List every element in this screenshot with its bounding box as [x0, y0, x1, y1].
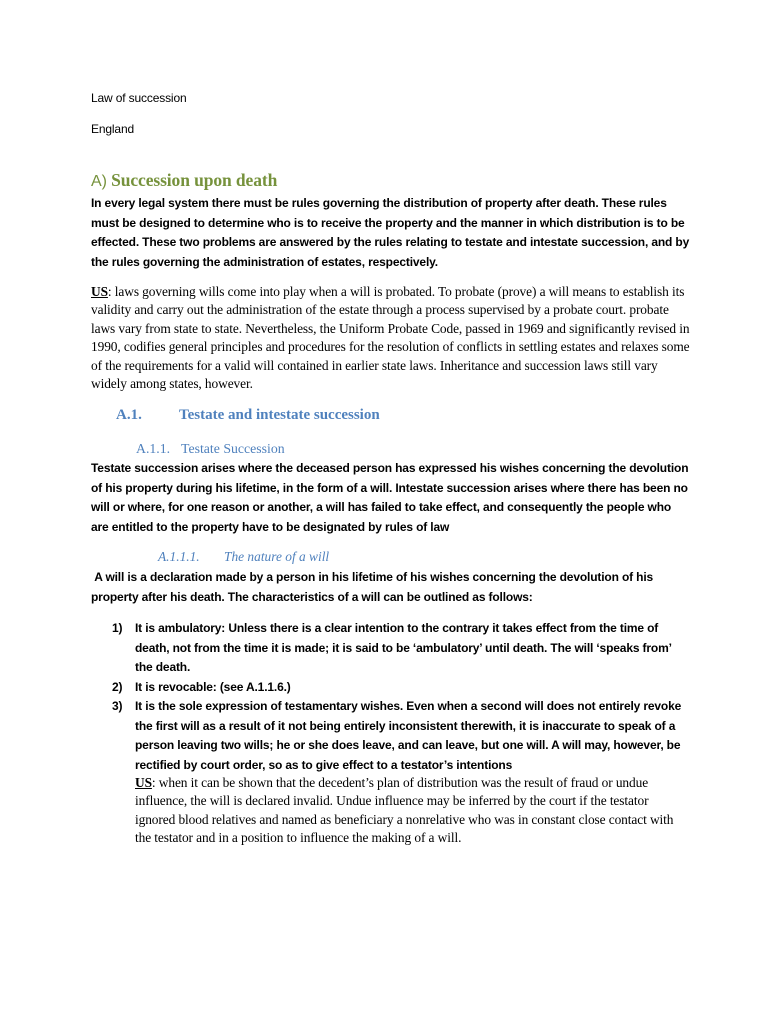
document-title: Law of succession	[91, 91, 187, 105]
heading-section-a111-title: The nature of a will	[224, 549, 330, 564]
heading-section-a-title: Succession upon death	[111, 170, 278, 190]
list-item-marker: 2)	[112, 679, 123, 694]
list-item	[91, 619, 691, 678]
characteristics-list	[91, 619, 691, 775]
heading-section-a	[91, 170, 277, 191]
heading-section-a11-title: Testate Succession	[181, 441, 285, 456]
list-item-text: It is ambulatory: Unless there is a clear intention to the contrary it takes effect from the time of death, not from the time it is made; it is said to be ‘ambulatory’ until death. The will ‘speaks from’ the death.	[135, 621, 672, 674]
section-a-intro-paragraph: In every legal system there must be rules governing the distribution of property after death. These rules must be designed to determine who is to receive the property and the manner in which distribution is to be effected. These two problems are answered by the rules relating to testate and intestate succession, and by the rules governing the administration of estates, respectively.	[91, 196, 690, 269]
list-item	[91, 697, 691, 775]
us-note-paragraph	[135, 774, 691, 848]
list-item-marker: 1)	[112, 621, 123, 635]
us-note-text: : when it can be shown that the decedent’s plan of distribution was the result of fraud or undue influence, the will is declared invalid. Undue influence may be inferred by the court if the testator ignored blood relatives and named as beneficiary a nonrelative who was in constant close contact with the testator and in a position to influence the making of a will.	[135, 775, 674, 846]
jurisdiction-label: England	[91, 122, 134, 136]
heading-section-a1	[116, 407, 380, 424]
section-a111-paragraph: A will is a declaration made by a person in his lifetime of his wishes concerning the devolution of his property after his death. The characteristics of a will can be outlined as follows:	[91, 570, 657, 604]
us-label: US	[91, 284, 108, 299]
heading-section-a111-number: A.1.1.1.	[158, 549, 200, 564]
list-item-text: It is revocable: (see A.1.1.6.)	[135, 679, 291, 694]
list-item-marker: 3)	[112, 699, 123, 713]
us-note-label: US	[135, 775, 152, 790]
heading-section-a111	[158, 549, 329, 565]
heading-section-a-letter: A)	[91, 173, 107, 190]
us-paragraph-text: : laws governing wills come into play when a will is probated. To probate (prove) a will means to establish its validity and carry out the administration of the estate through a process supervised by a probate court. probate laws vary from state to state. Nevertheless, the Uniform Probate Code, passed in 1969 and significantly revised in 1990, codifies general principles and procedures for the resolution of conflicts in settling estates and relaxes some of the requirements for a valid will contained in earlier state laws. Inheritance and succession laws still vary widely among states, however.	[91, 284, 690, 392]
section-a11-paragraph: Testate succession arises where the deceased person has expressed his wishes concerning the devolution of his property during his lifetime, in the form of a will. Intestate succession arises where there has been no will or where, for one reason or another, a will has failed to take effect, and consequently the people who are entitled to the property have to be designated by rules of law	[91, 461, 689, 534]
list-item	[91, 678, 691, 698]
heading-section-a1-title: Testate and intestate succession	[179, 407, 380, 423]
heading-section-a11-number: A.1.1.	[136, 441, 171, 456]
heading-section-a11	[136, 441, 285, 457]
heading-section-a1-number: A.1.	[116, 407, 142, 423]
section-a-us-paragraph	[91, 283, 691, 393]
list-item-text: It is the sole expression of testamentary wishes. Even when a second will does not entirely revoke the first will as a result of it not being entirely inconsistent therewith, it is inaccurate to speak of a person leaving two wills; he or she does leave, and can leave, but one will. A will may, however, be rectified by court order, so as to give effect to a testator’s intentions	[135, 699, 682, 772]
